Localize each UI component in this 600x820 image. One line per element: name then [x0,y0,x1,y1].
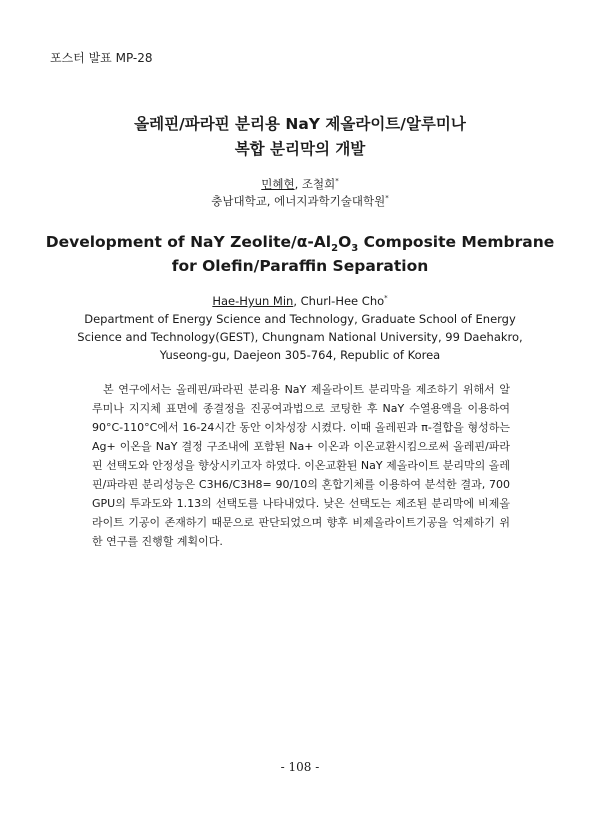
english-corresponding-mark: * [384,294,388,303]
korean-affiliation-mark: * [385,194,389,203]
english-presenting-author: Hae-Hyun Min [212,294,294,308]
english-title-part-2: O [338,233,352,251]
english-title-line-2: for Olefin/Paraffin Separation [171,257,429,275]
korean-presenting-author: 민혜현 [261,177,295,191]
session-tag: 포스터 발표 MP-28 [50,51,153,65]
english-title-subscript-2: 3 [351,243,359,255]
korean-corresponding-mark: * [335,177,339,186]
korean-affiliation-row [60,193,540,210]
korean-title-line-1: 올레핀/파라핀 분리용 NaY 제올라이트/알루미나 [134,115,466,133]
korean-affiliation: 충남대학교, 에너지과학기술대학원 [211,194,386,208]
korean-title-line-2: 복합 분리막의 개발 [234,140,366,158]
english-authors [60,292,540,310]
english-corresponding-author: Churl-Hee Cho [300,294,385,308]
korean-author-separator: , [294,177,302,191]
english-title-subscript-1: 2 [331,243,339,255]
english-affiliation-line-2: Science and Technology(GEST), Chungnam National University, 99 Daehakro, [77,330,523,344]
english-title-line-1 [40,230,560,254]
korean-author-block [60,176,540,210]
english-title-part-1: Development of NaY Zeolite/α-Al [45,233,332,251]
abstract-body: 본 연구에서는 올레핀/파라핀 분리용 NaY 제올라이트 분리막을 제조하기 위해서 알루미나 지지체 표면에 종결정을 진공여과법으로 코팅한 후 NaY 수열용액을 이용하여 90°C-110°C에서 16-24시간 동안 이차성장 시켰다. 이때 올레핀과 π-결합을 형성하는 Ag+ 이온을 NaY 결정 구조내에 포함된 Na+ 이온과 이온교환시킴으로써 올레핀/파라핀 선택도와 안정성을 향상시키고자 하였다. 이온교환된 NaY 제올라이트 분리막의 올레핀/파라핀 분리성능은 C3H6/C3H8= 90/10의 혼합기체를 이용하여 분석한 결과, 700 GPU의 투과도와 1.13의 선택도를 나타내었다. 낮은 선택도는 제조된 분리막에 비제올라이트 기공이 존재하기 때문으로 판단되었으며 향후 비제올라이트기공을 억제하기 위한 연구를 진행할 계획이다. [92,383,510,548]
english-affiliation-line-3: Yuseong-gu, Daejeon 305-764, Republic of Korea [159,348,441,362]
korean-corresponding-author: 조철희 [301,177,336,191]
english-author-separator: , [293,294,301,308]
page-number: - 108 - [280,760,320,774]
english-affiliation-line-1: Department of Energy Science and Technology, Graduate School of Energy [84,312,516,326]
korean-title [60,112,540,162]
english-title-part-3: Composite Membrane [358,233,555,251]
korean-authors [60,176,540,193]
english-author-block [60,292,540,364]
english-title [40,230,560,278]
